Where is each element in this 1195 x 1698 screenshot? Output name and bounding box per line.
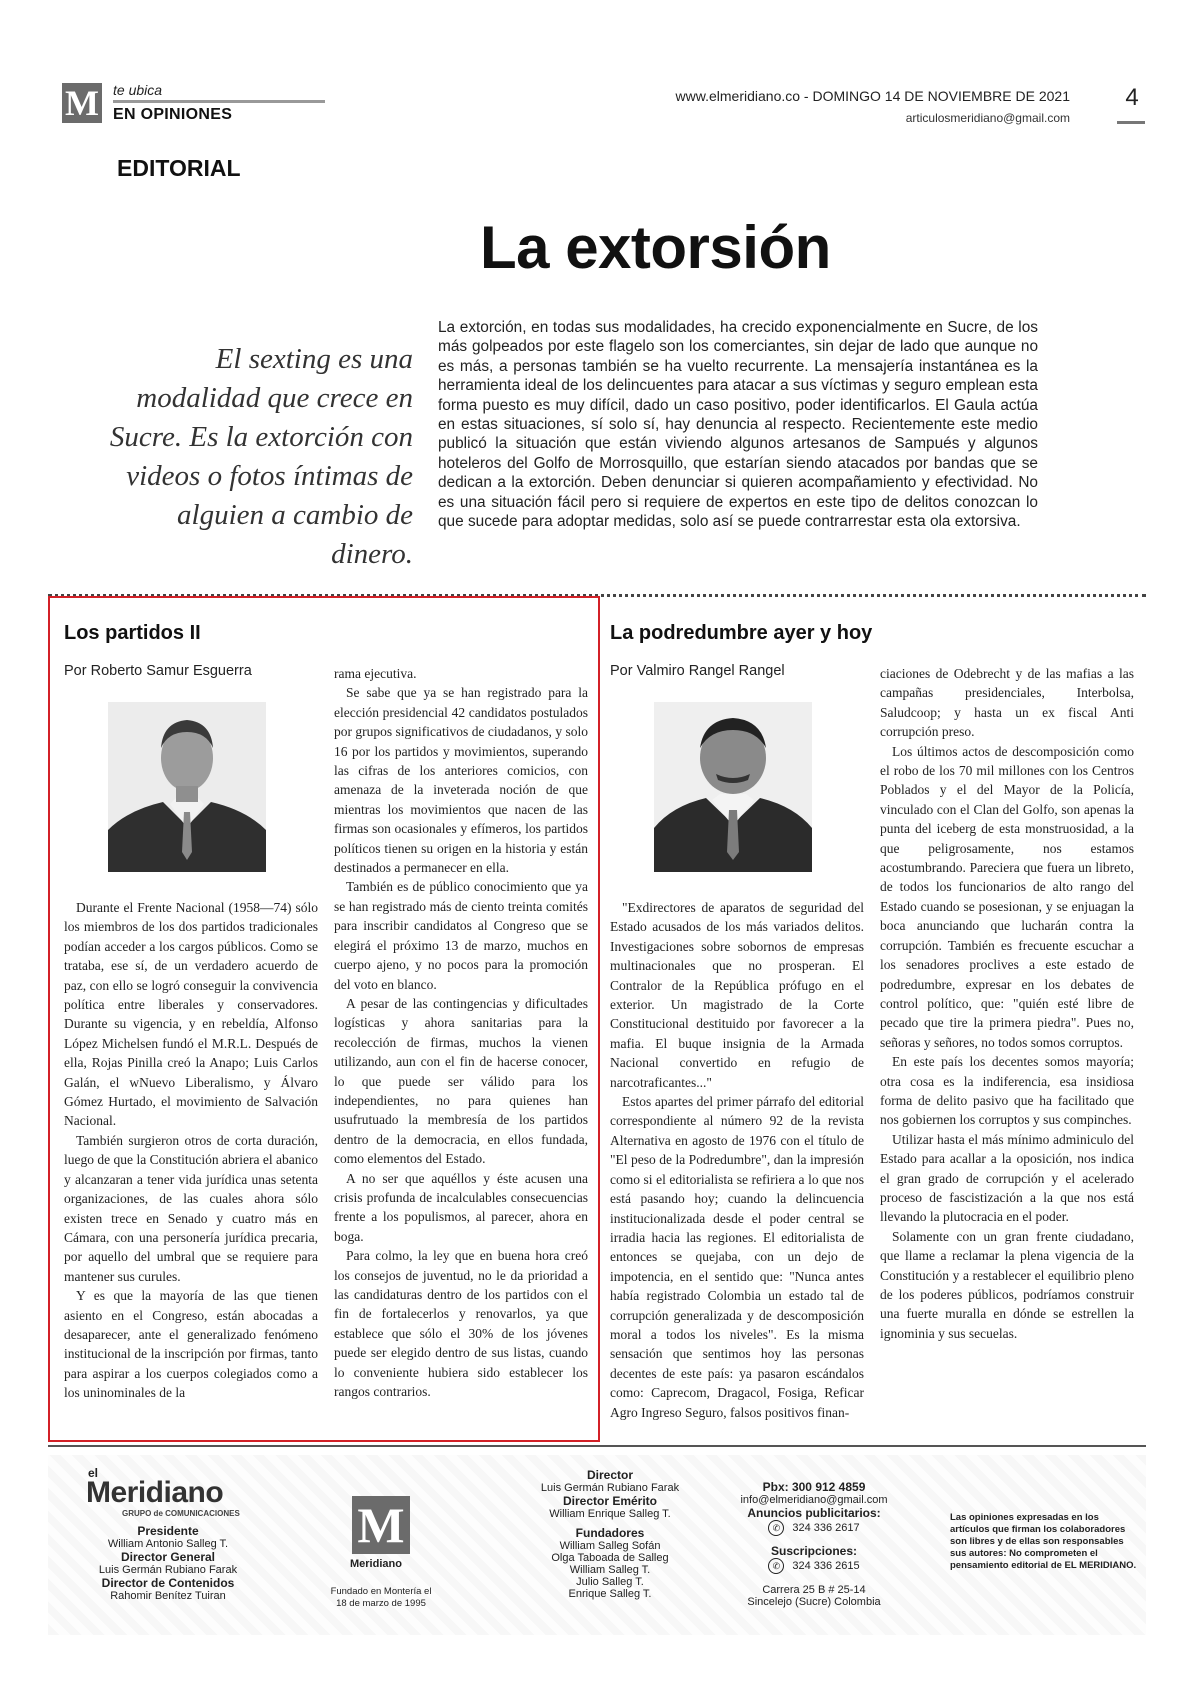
footer-disclaimer: Las opiniones expresadas en los artículos que firman los colaboradores son libres y de ellas son responsables sus autores: No comprometen el pensamiento editorial de EL MERIDIANO. — [950, 1512, 1137, 1571]
section-name: EN OPINIONES — [113, 106, 233, 123]
anuncios-row — [724, 1520, 904, 1536]
whatsapp-icon: ✆ — [768, 1558, 784, 1574]
suscripciones-label: Suscripciones: — [770, 1544, 858, 1558]
header-divider — [113, 100, 325, 103]
director-contenidos-label: Director de Contenidos — [101, 1576, 235, 1590]
director-name: Luis Germán Rubiano Farak — [540, 1482, 680, 1494]
editorial-body: La extorción, en todas sus modalidades, ha crecido exponencialmente en Sucre, de los más golpeados por este flagelo son los comerciantes, sin dejar de lado que aunque no es más, a personas también se ha vuelto recurrente. La mensajería instantánea es la herramienta ideal de los delincuentes para atacar a sus víctimas y seguro emplean esta forma puesto es muy difícil, dado un caso positivo, poder identificarlos. El Gaula actúa en estas situaciones, sí solo sí, hay denuncia al respecto. Recientemente este medio publicó la situación que están viviendo algunos artesanos de Sampués y algunos hoteleros del Golfo de Morrosquillo, que estarían siendo atacados por bandas que se dedican a la extorción. Deben denunciar si quieren acompañamiento y efectividad. No es una situación fácil pero si requiere de expertos en este tipo de delitos conozcan lo que sucede para adoptar medidas, solo así se puede contrarrestar esta ola extorsiva. — [438, 319, 1038, 531]
editorial-pullquote: El sexting es una modalidad que crece en Sucre. Es la extorción con videos o fotos íntimas de alguien a cambio de dinero. — [109, 343, 413, 570]
article1-byline: Por Roberto Samur Esguerra — [64, 663, 252, 679]
page-number-underline — [1117, 121, 1145, 124]
article2-byline: Por Valmiro Rangel Rangel — [610, 663, 785, 679]
address-line-1: Carrera 25 B # 25-14 — [762, 1584, 866, 1596]
staff-block-left — [68, 1524, 268, 1602]
footer-brand-name: Meridiano — [86, 1476, 224, 1509]
meridiano-logo-icon: M — [62, 83, 102, 123]
article1-column-1 — [64, 898, 318, 1403]
article2-paragraph: Los últimos actos de descomposición como el robo de los 70 mil millones con los Centros Poblados y el del Mayor de la Policía, vinculado con el Clan del Golfo, son apenas la punta del iceberg de esta monstruosidad, a la que peligrosamente, nos estamos acostumbrando. Pareciera que fuera un libreto, de todos los funcionarios de alto rango del Estado cuando se posesionan, y se enjuagan la boca anunciando que lucharán contra la corrupción. También es frecuente escuchar a los senadores proclives a este estado de podredumbre, expresar en los debates de control político, que: "quién esté libre de pecado que tire la primera piedra". Pues no, señoras y señores, no todos somos corruptos. — [880, 743, 1134, 1050]
article2-column-2 — [880, 664, 1134, 1343]
footer-brand-el: el — [88, 1466, 99, 1480]
article2-paragraph: Estos apartes del primer párrafo del editorial correspondiente al número 92 de la revista Alternativa en agosto de 1976 con el título de "El peso de la Podredumbre", dan la impresión como si el editorialista se refiriera a lo que nos está pasando hoy; cuando la delincuencia institucionalizada desde el poder central se irradia hacia las regiones. El editorialista de entonces se quejaba, con un dejo de impotencia, en el sentido que: "Nunca antes había registrado Colombia un estado tal de corrupción generalizada y de descomposición moral a todos los niveles". Es la misma sensación que sentimos hoy las personas decentes de este país: ya pasaron escándalos como: Caprecom, Dragacol, Fosiga, Reficar Agro Ingreso Seguro, falsos positivos finan- — [610, 1094, 864, 1420]
article1-paragraph: Y es que la mayoría de las que tienen asiento en el Congreso, están abocadas a desaparecer, ante el generalizado fenómeno institucional de la inscripción por firmas, tanto para aspirar a los cuerpos colegiados como a los uninominales de la — [64, 1288, 318, 1401]
address-line-2: Sincelejo (Sucre) Colombia — [747, 1596, 881, 1608]
author-photo-samur — [108, 702, 266, 872]
fundador-name: Enrique Salleg T. — [568, 1588, 652, 1600]
founded-note: Fundado en Montería el 18 de marzo de 1995 — [330, 1586, 432, 1609]
contact-email: info@elmeridiano@gmail.com — [740, 1494, 888, 1506]
fundadores-label: Fundadores — [575, 1526, 645, 1540]
whatsapp-icon: ✆ — [768, 1520, 784, 1536]
article1-paragraph: Durante el Frente Nacional (1958—74) sólo los miembros de los dos partidos tradicionales podían acceder a los cargos públicos. Como se trataba, ese sí, de un verdadero acuerdo de paz, con ello se logró conseguir la convivencia política entre liberales y conservadores. Durante su vigencia, y en rebeldía, Alfonso López Michelsen fundó el M.R.L. Después de ella, Rojas Pinilla creó la Anapo; Luis Carlos Galán, el wNuevo Liberalismo, y Álvaro Gómez Hurtado, el movimiento de Salvación Nacional. — [64, 900, 318, 1129]
director-emerito-label: Director Emérito — [562, 1494, 658, 1508]
anuncios-phone: 324 336 2617 — [792, 1522, 860, 1534]
director-label: Director — [586, 1468, 633, 1482]
fundador-name: William Salleg T. — [569, 1564, 651, 1576]
presidente-name: William Antonio Salleg T. — [107, 1538, 229, 1550]
article2-paragraph: Solamente con un gran frente ciudadano, que llame a reclamar la plena vigencia de la Constitución y a restablecer el equilibrio pleno de los poderes públicos, podríamos construir una fuerte muralla en dónde se estrellen la ignominia y sus secuelas. — [880, 1228, 1134, 1341]
suscripciones-phone: 324 336 2615 — [792, 1560, 860, 1572]
article1-paragraph: rama ejecutiva. — [334, 666, 417, 681]
director-general-label: Director General — [120, 1550, 216, 1564]
pbx: Pbx: 300 912 4859 — [762, 1480, 866, 1494]
dateline: www.elmeridiano.co - DOMINGO 14 DE NOVIEMBRE DE 2021 — [675, 88, 1070, 104]
footer-logo-icon: M — [352, 1496, 410, 1554]
article2-paragraph: Utilizar hasta el más mínimo adminiculo del Estado para acallar a la oposición, nos indica el gran grado de corrupción y el acelerado proceso de fascistización a la que nos está llevando la plutocracia en el poder. — [880, 1131, 1134, 1225]
contact-block — [724, 1480, 904, 1608]
article1-column-2 — [334, 664, 588, 1401]
staff-block-center — [520, 1468, 700, 1600]
article1-paragraph: A no ser que aquéllos y éste acusen una crisis profunda de incalculables consecuencias frente a los populismos, al parecer, ahora en boga. — [334, 1170, 588, 1244]
author-photo-rangel — [654, 702, 812, 872]
footer-brand-sub: GRUPO de COMUNICACIONES — [122, 1509, 240, 1518]
article2-column-1 — [610, 898, 864, 1422]
anuncios-label: Anuncios publicitarios: — [747, 1506, 881, 1520]
article2-paragraph: "Exdirectores de aparatos de seguridad del Estado acusados de los más variados delitos. Investigaciones sobre sobornos de empresas multinacionales que no prosperan. El Contralor de la República prófugo en el exterior. Un magistrado de la Corte Constitucional destituido por favorecer a la mafia. El buque insignia de la Armada Nacional convertido en refugio de narcotraficantes..." — [610, 900, 864, 1090]
article1-paragraph: A pesar de las contingencias y dificultades logísticas y ahora sanitarias para la recolección de firmas, muchos la vienen utilizando, aun con el fin de hacerse conocer, lo que puede ser válido para los independientes, no para quienes han usufrutuado la membresía de los partidos dentro de la democracia, en ellos fundada, como elementos del Estado. — [334, 995, 588, 1167]
article1-paragraph: También surgieron otros de corta duración, luego de que la Constitución abriera el abanico y alcanzaran a tener vida jurídica unas setenta organizaciones, de las cuales ahora sólo existen trece en Senado y cuatro más en Cámara, con una personería jurídica precaria, por aquello del umbral que se requiere para mantener sus curules. — [64, 1132, 318, 1284]
director-emerito-name: William Enrique Salleg T. — [549, 1508, 671, 1520]
portrait-icon — [654, 702, 812, 872]
fundador-name: Julio Salleg T. — [576, 1576, 644, 1588]
editorial-label: EDITORIAL — [117, 155, 241, 181]
fundador-name: Olga Taboada de Salleg — [551, 1552, 669, 1564]
portrait-icon — [108, 702, 266, 872]
suscripciones-row — [724, 1558, 904, 1574]
article1-title: Los partidos II — [64, 622, 201, 644]
article2-paragraph: ciaciones de Odebrecht y de las mafias a las campañas presidenciales, Interbolsa, Saludcoop; y hasta un ex fiscal Anti corrupción preso. — [880, 666, 1134, 740]
header-email: articulosmeridiano@gmail.com — [905, 111, 1070, 125]
article1-paragraph: También es de público conocimiento que ya se han registrado más de ciento treinta comités para inscribir candidatos al Congreso que se elegirá el próximo 13 de marzo, muchos en cuerpo ajeno, y no pocos para la promoción del voto en blanco. — [334, 879, 588, 992]
article1-paragraph: Para colmo, la ley que en buena hora creó los consejos de juventud, no le da prioridad a las candidaturas dentro de los partidos con el fin de fortalecerlos y renovarlos, ya que establece que sólo el 30% de los jóvenes puede ser elegido dentro de sus listas, cuando lo conveniente hubiera sido establecer los rangos contrarios. — [334, 1248, 588, 1400]
editorial-headline: La extorsión — [480, 214, 831, 281]
tagline: te ubica — [113, 82, 163, 98]
director-contenidos-name: Rahomir Benítez Tuiran — [110, 1590, 226, 1602]
fundador-name: William Salleg Sofán — [559, 1540, 661, 1552]
article2-paragraph: En este país los decentes somos mayoría; otra cosa es la indiferencia, esa insidiosa forma de delito pasivo que ha facilitado que nos gobiernen los corruptos y sus compinches. — [880, 1054, 1134, 1128]
presidente-label: Presidente — [137, 1524, 199, 1538]
director-general-name: Luis Germán Rubiano Farak — [98, 1564, 238, 1576]
footer-logo-caption: Meridiano — [350, 1558, 402, 1570]
page-number: 4 — [1125, 84, 1139, 111]
footer-divider — [48, 1445, 1146, 1447]
article2-title: La podredumbre ayer y hoy — [610, 622, 873, 644]
article1-paragraph: Se sabe que ya se han registrado para la elección presidencial 42 candidatos postulados por grupos significativos de ciudadanos, y solo 16 por los partidos y movimientos, superando las cifras de los anteriores comicios, con amenaza de la inveterada noción de que mientras los movimientos que nacen de las firmas son ocasionales y efímeros, los partidos políticos tienen su origen en la historia y están destinados a permanecer en ella. — [334, 685, 588, 876]
